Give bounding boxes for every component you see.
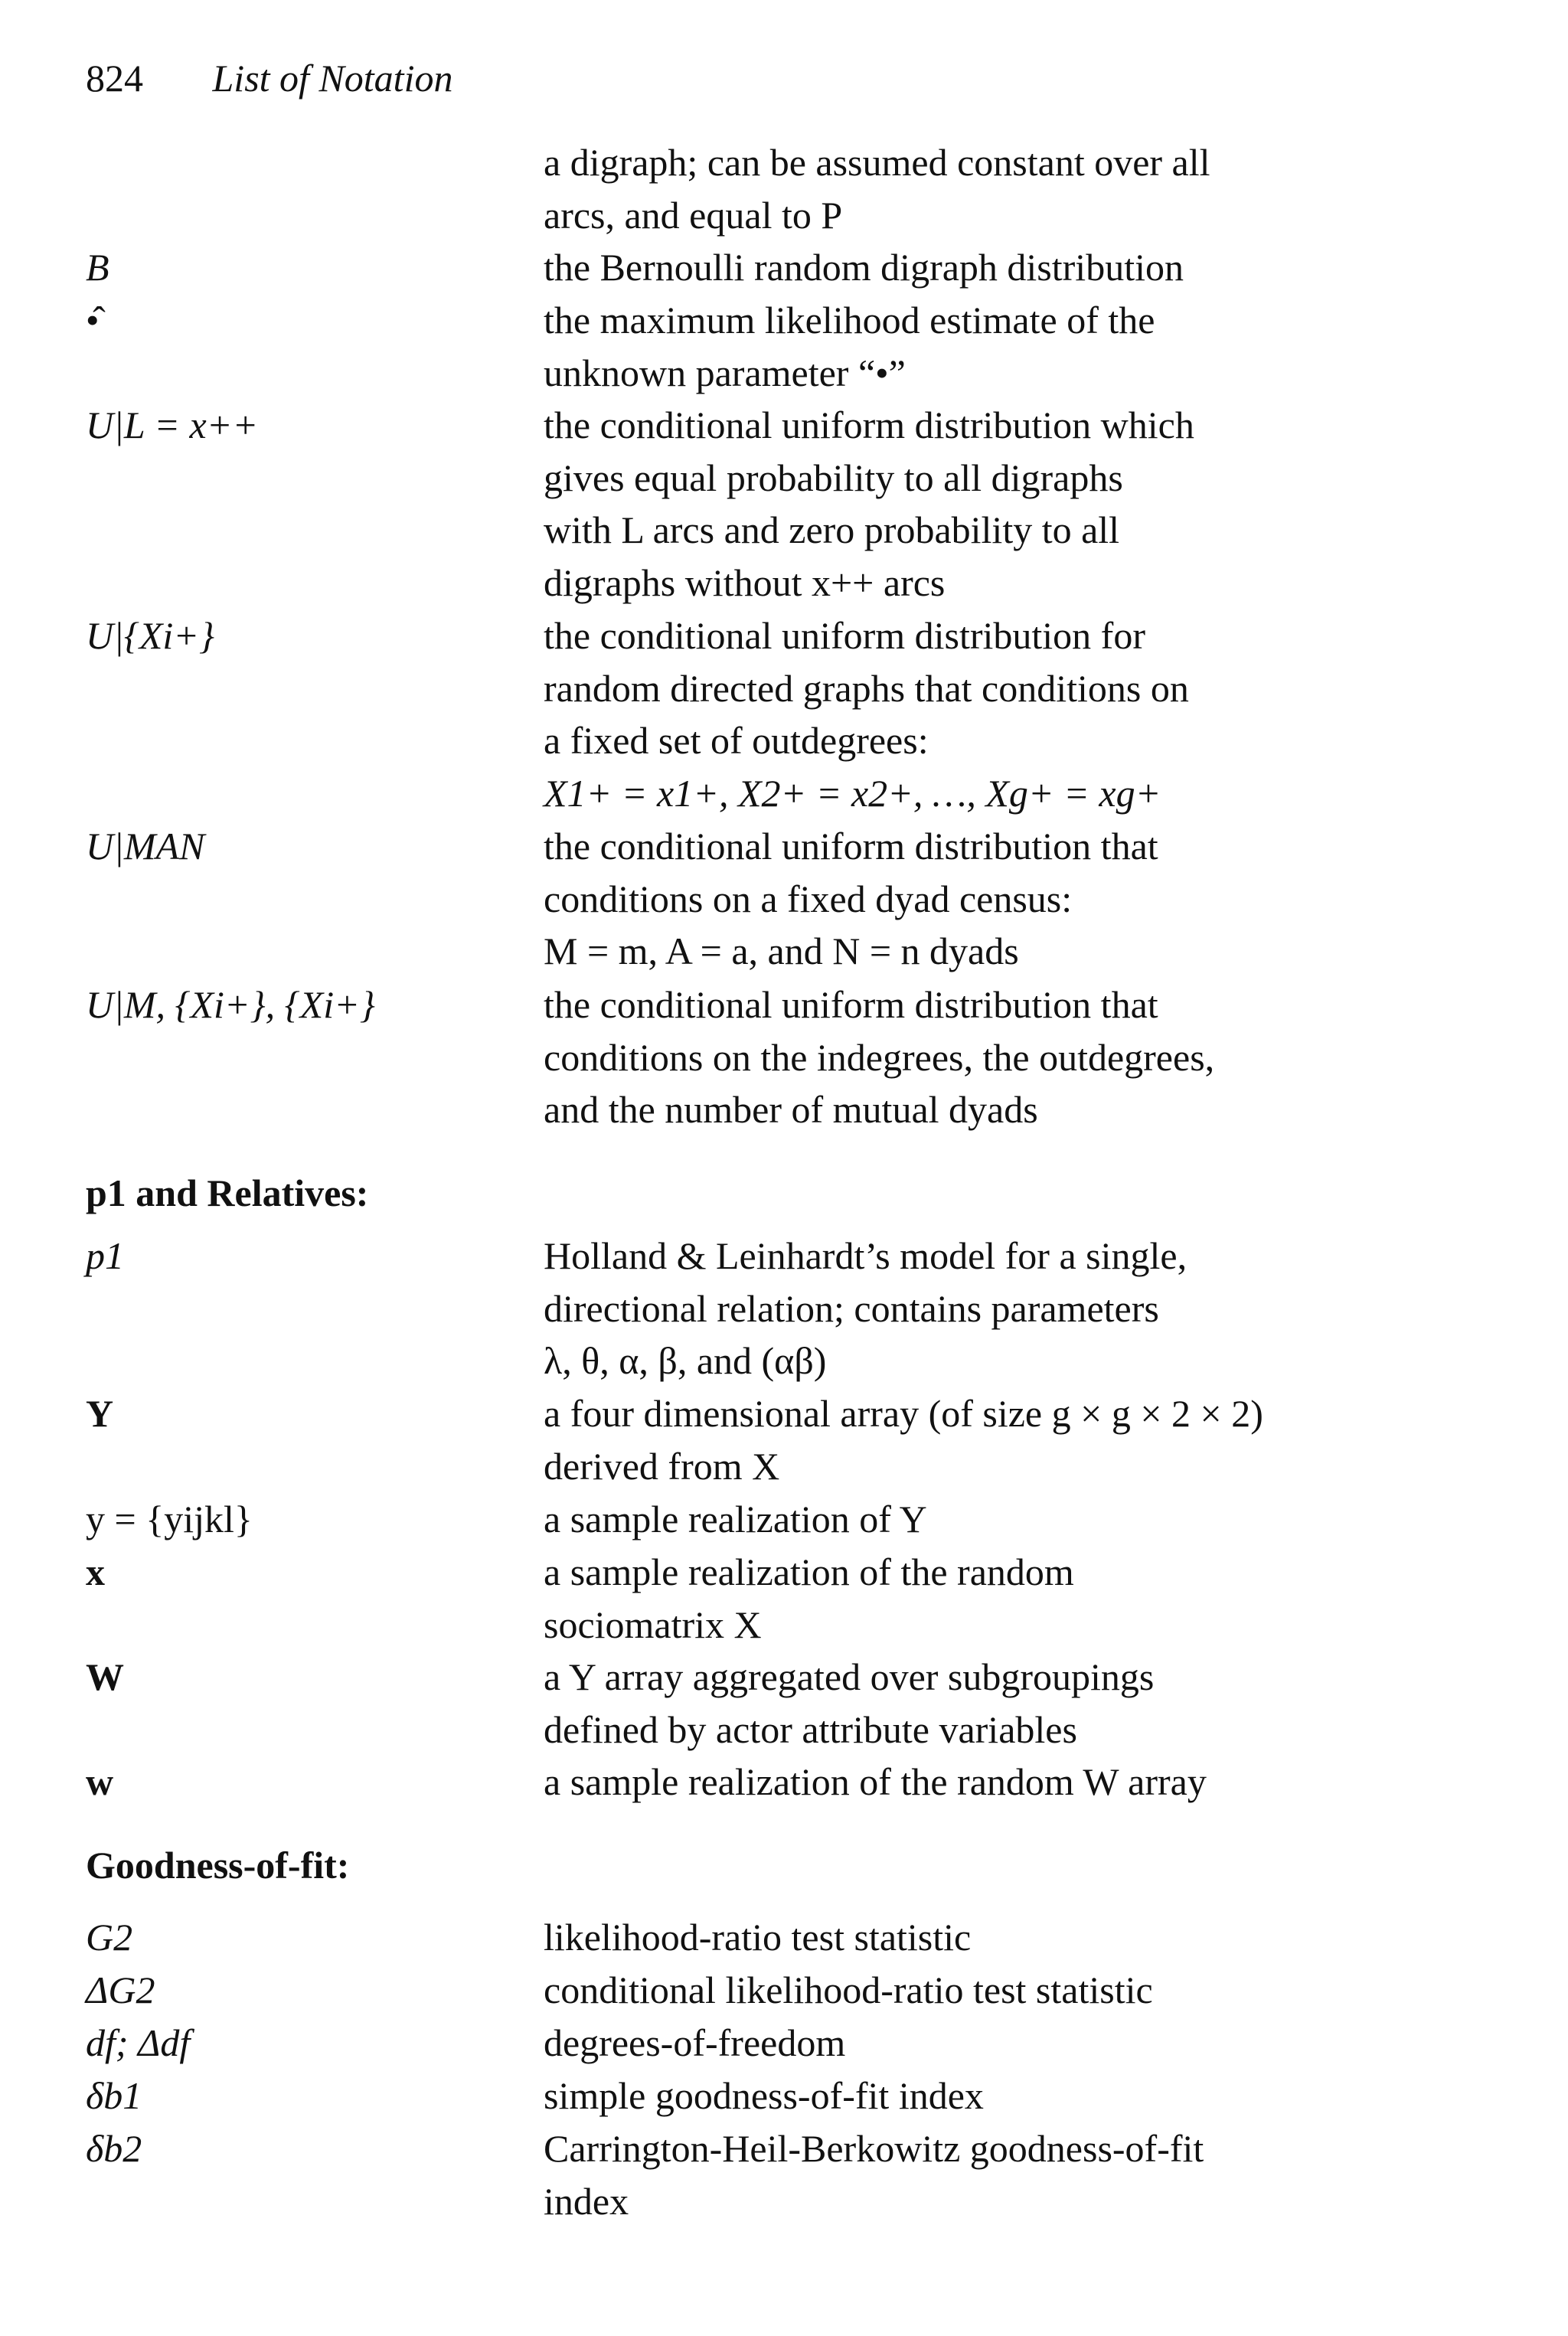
notation-symbol: p1 — [86, 1234, 124, 1277]
definition-line: a digraph; can be assumed constant over all — [544, 141, 1210, 184]
notation-definition — [544, 2122, 1539, 2227]
definition-line: a sample realization of the random W array — [544, 1760, 1207, 1803]
notation-definition — [544, 820, 1539, 978]
definition-line: likelihood-ratio test statistic — [544, 1916, 972, 1959]
notation-definition — [544, 1230, 1539, 1387]
definition-line: a sample realization of the random — [544, 1550, 1074, 1593]
section-title: Goodness-of-fit: — [86, 1844, 350, 1887]
definition-line: a Y array aggregated over subgroupings — [544, 1655, 1155, 1698]
notation-definition — [544, 1911, 1539, 1964]
notation-definition — [544, 241, 1539, 294]
definition-line: the conditional uniform distribution that — [544, 983, 1158, 1026]
definition-line: a four dimensional array (of size g × g × 2 × 2) — [544, 1392, 1263, 1435]
definition-line: simple goodness-of-fit index — [544, 2074, 984, 2117]
notation-symbol: G2 — [86, 1916, 133, 1959]
definition-line: degrees-of-freedom — [544, 2021, 846, 2064]
notation-symbol: U|M, {Xi+}, {Xi+} — [86, 983, 375, 1026]
definition-line: defined by actor attribute variables — [544, 1707, 1077, 1751]
definition-line: Carrington-Heil-Berkowitz goodness-of-fit — [544, 2127, 1204, 2170]
notation-definition — [544, 136, 1539, 241]
definition-line: conditional likelihood-ratio test statistic — [544, 1968, 1153, 2011]
definition-line: λ, θ, α, β, and (αβ) — [544, 1339, 827, 1382]
definition-line: the maximum likelihood estimate of the — [544, 299, 1155, 341]
notation-definition — [544, 1756, 1539, 1808]
definition-line: a sample realization of Y — [544, 1498, 927, 1540]
definition-line: random directed graphs that conditions on — [544, 666, 1189, 710]
definition-line: X1+ = x1+, X2+ = x2+, …, Xg+ = xg+ — [544, 771, 1161, 815]
notation-symbol: δb1 — [86, 2074, 142, 2117]
notation-symbol: U|L = x++ — [86, 403, 259, 446]
notation-definition — [544, 609, 1539, 819]
definition-line: the conditional uniform distribution for — [544, 614, 1145, 657]
running-title: List of Notation — [212, 57, 453, 100]
notation-symbol: y = {yijkl} — [86, 1498, 253, 1540]
definition-line: the Bernoulli random digraph distribution — [544, 246, 1184, 289]
notation-symbol: •̂ — [86, 299, 100, 341]
notation-symbol: U|MAN — [86, 825, 205, 867]
notation-symbol: ΔG2 — [86, 1968, 155, 2011]
page-number: 824 — [86, 57, 143, 100]
notation-definition — [544, 1964, 1539, 2017]
notation-symbol: x — [86, 1550, 105, 1593]
notation-definition — [544, 979, 1539, 1136]
notation-symbol: Y — [86, 1392, 114, 1435]
definition-line: gives equal probability to all digraphs — [544, 456, 1123, 499]
definition-line: conditions on the indegrees, the outdegrees, — [544, 1035, 1215, 1079]
notation-symbol: U|{Xi+} — [86, 614, 215, 657]
notation-definition — [544, 1546, 1539, 1651]
notation-symbol: df; Δdf — [86, 2021, 191, 2064]
definition-line: arcs, and equal to P — [544, 193, 843, 237]
notation-symbol: B — [86, 246, 109, 289]
definition-line: unknown parameter “•” — [544, 351, 906, 394]
definition-line: derived from X — [544, 1444, 780, 1488]
notation-definition — [544, 1387, 1539, 1492]
definition-line: Holland & Leinhardt’s model for a single, — [544, 1234, 1187, 1277]
definition-line: and the number of mutual dyads — [544, 1088, 1038, 1131]
definition-line: digraphs without x++ arcs — [544, 560, 946, 604]
definition-line: conditions on a fixed dyad census: — [544, 877, 1073, 920]
definition-line: M = m, A = a, and N = n dyads — [544, 929, 1019, 972]
definition-line: a fixed set of outdegrees: — [544, 719, 929, 762]
definition-line: sociomatrix X — [544, 1603, 762, 1646]
notation-definition — [544, 294, 1539, 399]
notation-symbol: δb2 — [86, 2127, 142, 2170]
section-title: p1 and Relatives: — [86, 1171, 369, 1214]
definition-line: index — [544, 2179, 629, 2223]
notation-definition — [544, 399, 1539, 609]
notation-definition — [544, 2017, 1539, 2070]
notation-definition — [544, 1651, 1539, 1756]
definition-line: the conditional uniform distribution that — [544, 825, 1158, 867]
definition-line: with L arcs and zero probability to all — [544, 508, 1120, 551]
notation-definition — [544, 1493, 1539, 1546]
notation-symbol: W — [86, 1655, 124, 1698]
notation-symbol: w — [86, 1760, 114, 1803]
definition-line: directional relation; contains parameters — [544, 1286, 1159, 1330]
notation-definition — [544, 2070, 1539, 2122]
definition-line: the conditional uniform distribution which — [544, 403, 1194, 446]
